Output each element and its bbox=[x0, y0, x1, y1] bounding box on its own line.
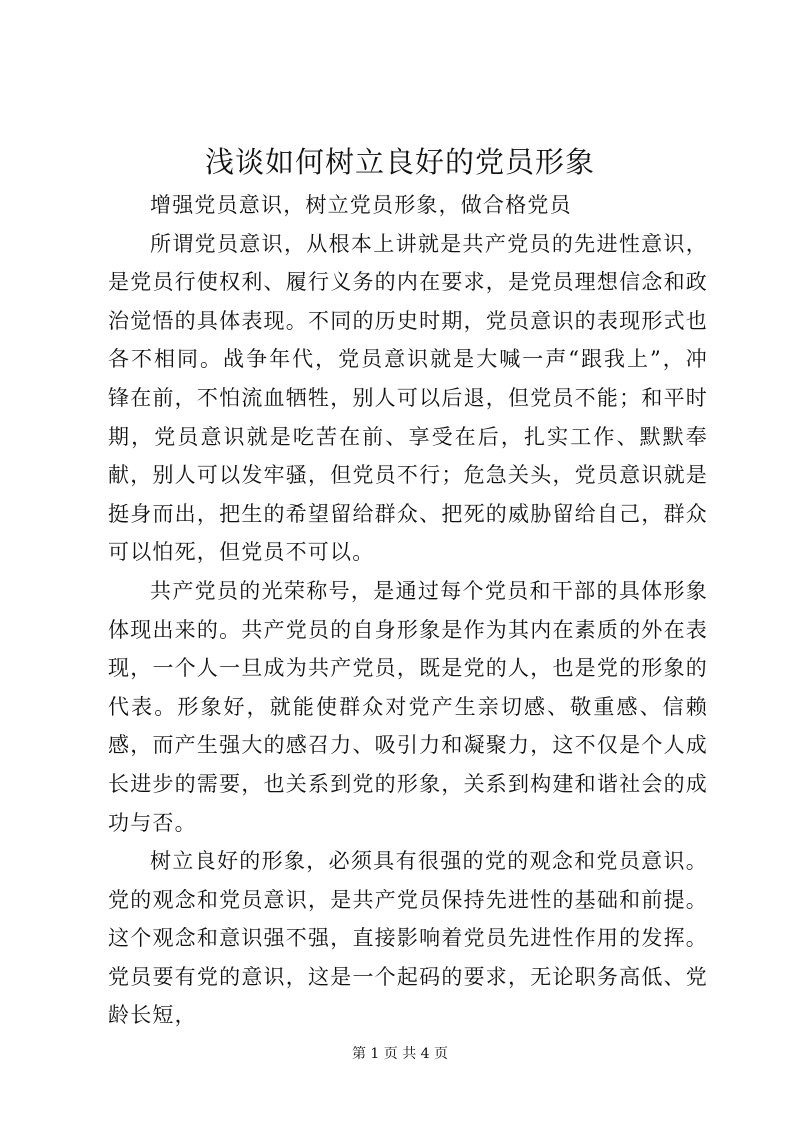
document-body bbox=[108, 186, 708, 1035]
body-paragraph: 共产党员的光荣称号，是通过每个党员和干部的具体形象体现出来的。共产党员的自身形象是作为其内在素质的外在表现，一个人一旦成为共产党员，既是党的人，也是党的形象的代表。形象好，就能使群众对党产生亲切感、敬重感、信赖感，而产生强大的感召力、吸引力和凝聚力，这不仅是个人成长进步的需要，也关系到党的形象，关系到构建和谐社会的成功与否。 bbox=[108, 578, 708, 835]
body-paragraph: 所谓党员意识，从根本上讲就是共产党员的先进性意识，是党员行使权利、履行义务的内在要求，是党员理想信念和政治觉悟的具体表现。不同的历史时期，党员意识的表现形式也各不相同。战争年代，党员意识就是大喊一声“跟我上”，冲锋在前，不怕流血牺牲，别人可以后退，但党员不能；和平时期，党员意识就是吃苦在前、享受在后，扎实工作、默默奉献，别人可以发牢骚，但党员不行；危急关头，党员意识就是挺身而出，把生的希望留给群众、把死的威胁留给自己，群众可以怕死，但党员不可以。 bbox=[108, 231, 708, 565]
page-footer: 第 1 页 共 4 页 bbox=[351, 1046, 449, 1062]
body-paragraph: 树立良好的形象，必须具有很强的党的观念和党员意识。党的观念和党员意识，是共产党员保持先进性的基础和前提。这个观念和意识强不强，直接影响着党员先进性作用的发挥。党员要有党的意识，这是一个起码的要求，无论职务高低、党龄长短， bbox=[108, 849, 708, 1028]
document-title: 浅谈如何树立良好的党员形象 bbox=[204, 145, 595, 179]
subtitle-paragraph: 增强党员意识，树立党员形象，做合格党员 bbox=[150, 193, 572, 217]
